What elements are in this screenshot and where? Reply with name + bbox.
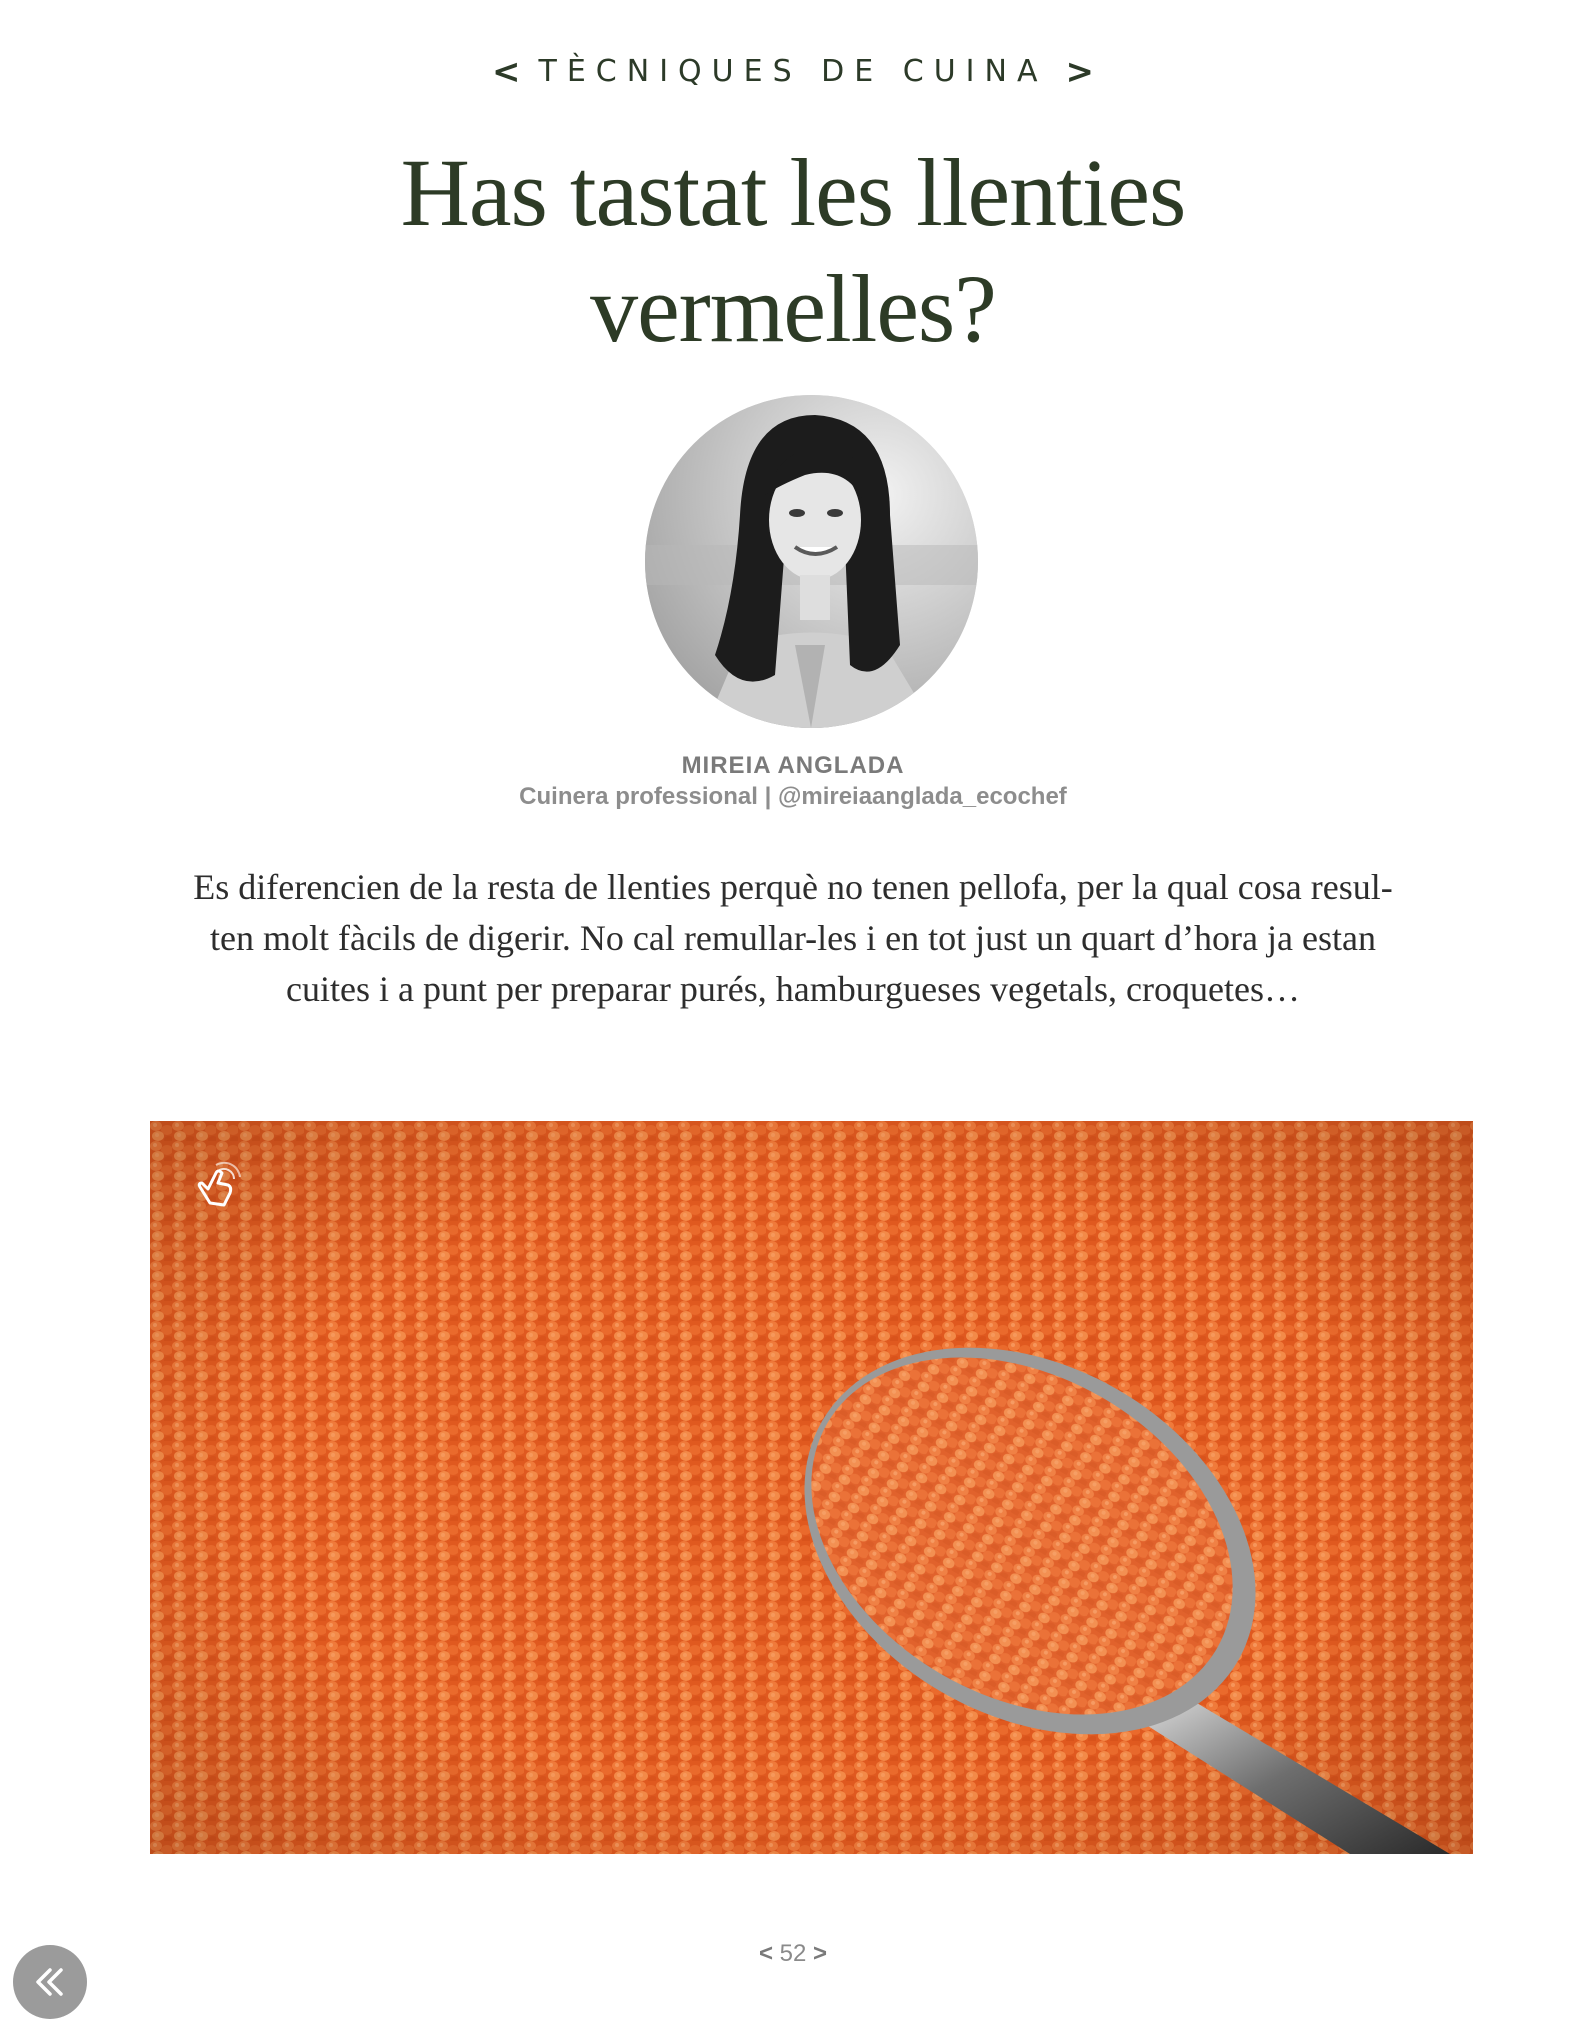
kicker-chevron-right: > xyxy=(1065,52,1094,92)
author-role: Cuinera professional | @mireiaanglada_ecochef xyxy=(519,783,1067,810)
title-line-1: Has tastat les llenties xyxy=(400,139,1186,246)
intro-line-3: cuites i a punt per preparar purés, hamburgueses vegetals, croquetes… xyxy=(286,969,1300,1009)
author-avatar xyxy=(645,395,978,728)
page-chevron-right: > xyxy=(813,1940,828,1967)
section-label: TÈCNIQUES DE CUINA xyxy=(538,54,1048,89)
lentils-photo xyxy=(150,1121,1473,1854)
double-chevron-left-icon xyxy=(30,1962,70,2002)
kicker-chevron-left: < xyxy=(492,52,521,92)
article-title xyxy=(0,135,1586,367)
intro-line-1: Es diferencien de la resta de llenties perquè no tenen pellofa, per la qual cosa resul- xyxy=(193,867,1393,907)
author-name: MIREIA ANGLADA xyxy=(681,752,905,779)
page-number-value: 52 xyxy=(779,1940,807,1967)
article-intro xyxy=(150,862,1436,1015)
section-kicker xyxy=(0,52,1586,92)
back-button[interactable] xyxy=(13,1945,87,2019)
title-line-2: vermelles? xyxy=(590,255,996,362)
page-number xyxy=(0,1940,1586,1968)
page-chevron-left: < xyxy=(758,1940,773,1967)
intro-line-2: ten molt fàcils de digerir. No cal remullar-les i en tot just un quart d’hora ja estan xyxy=(210,918,1376,958)
tap-hand-icon[interactable] xyxy=(188,1153,248,1213)
